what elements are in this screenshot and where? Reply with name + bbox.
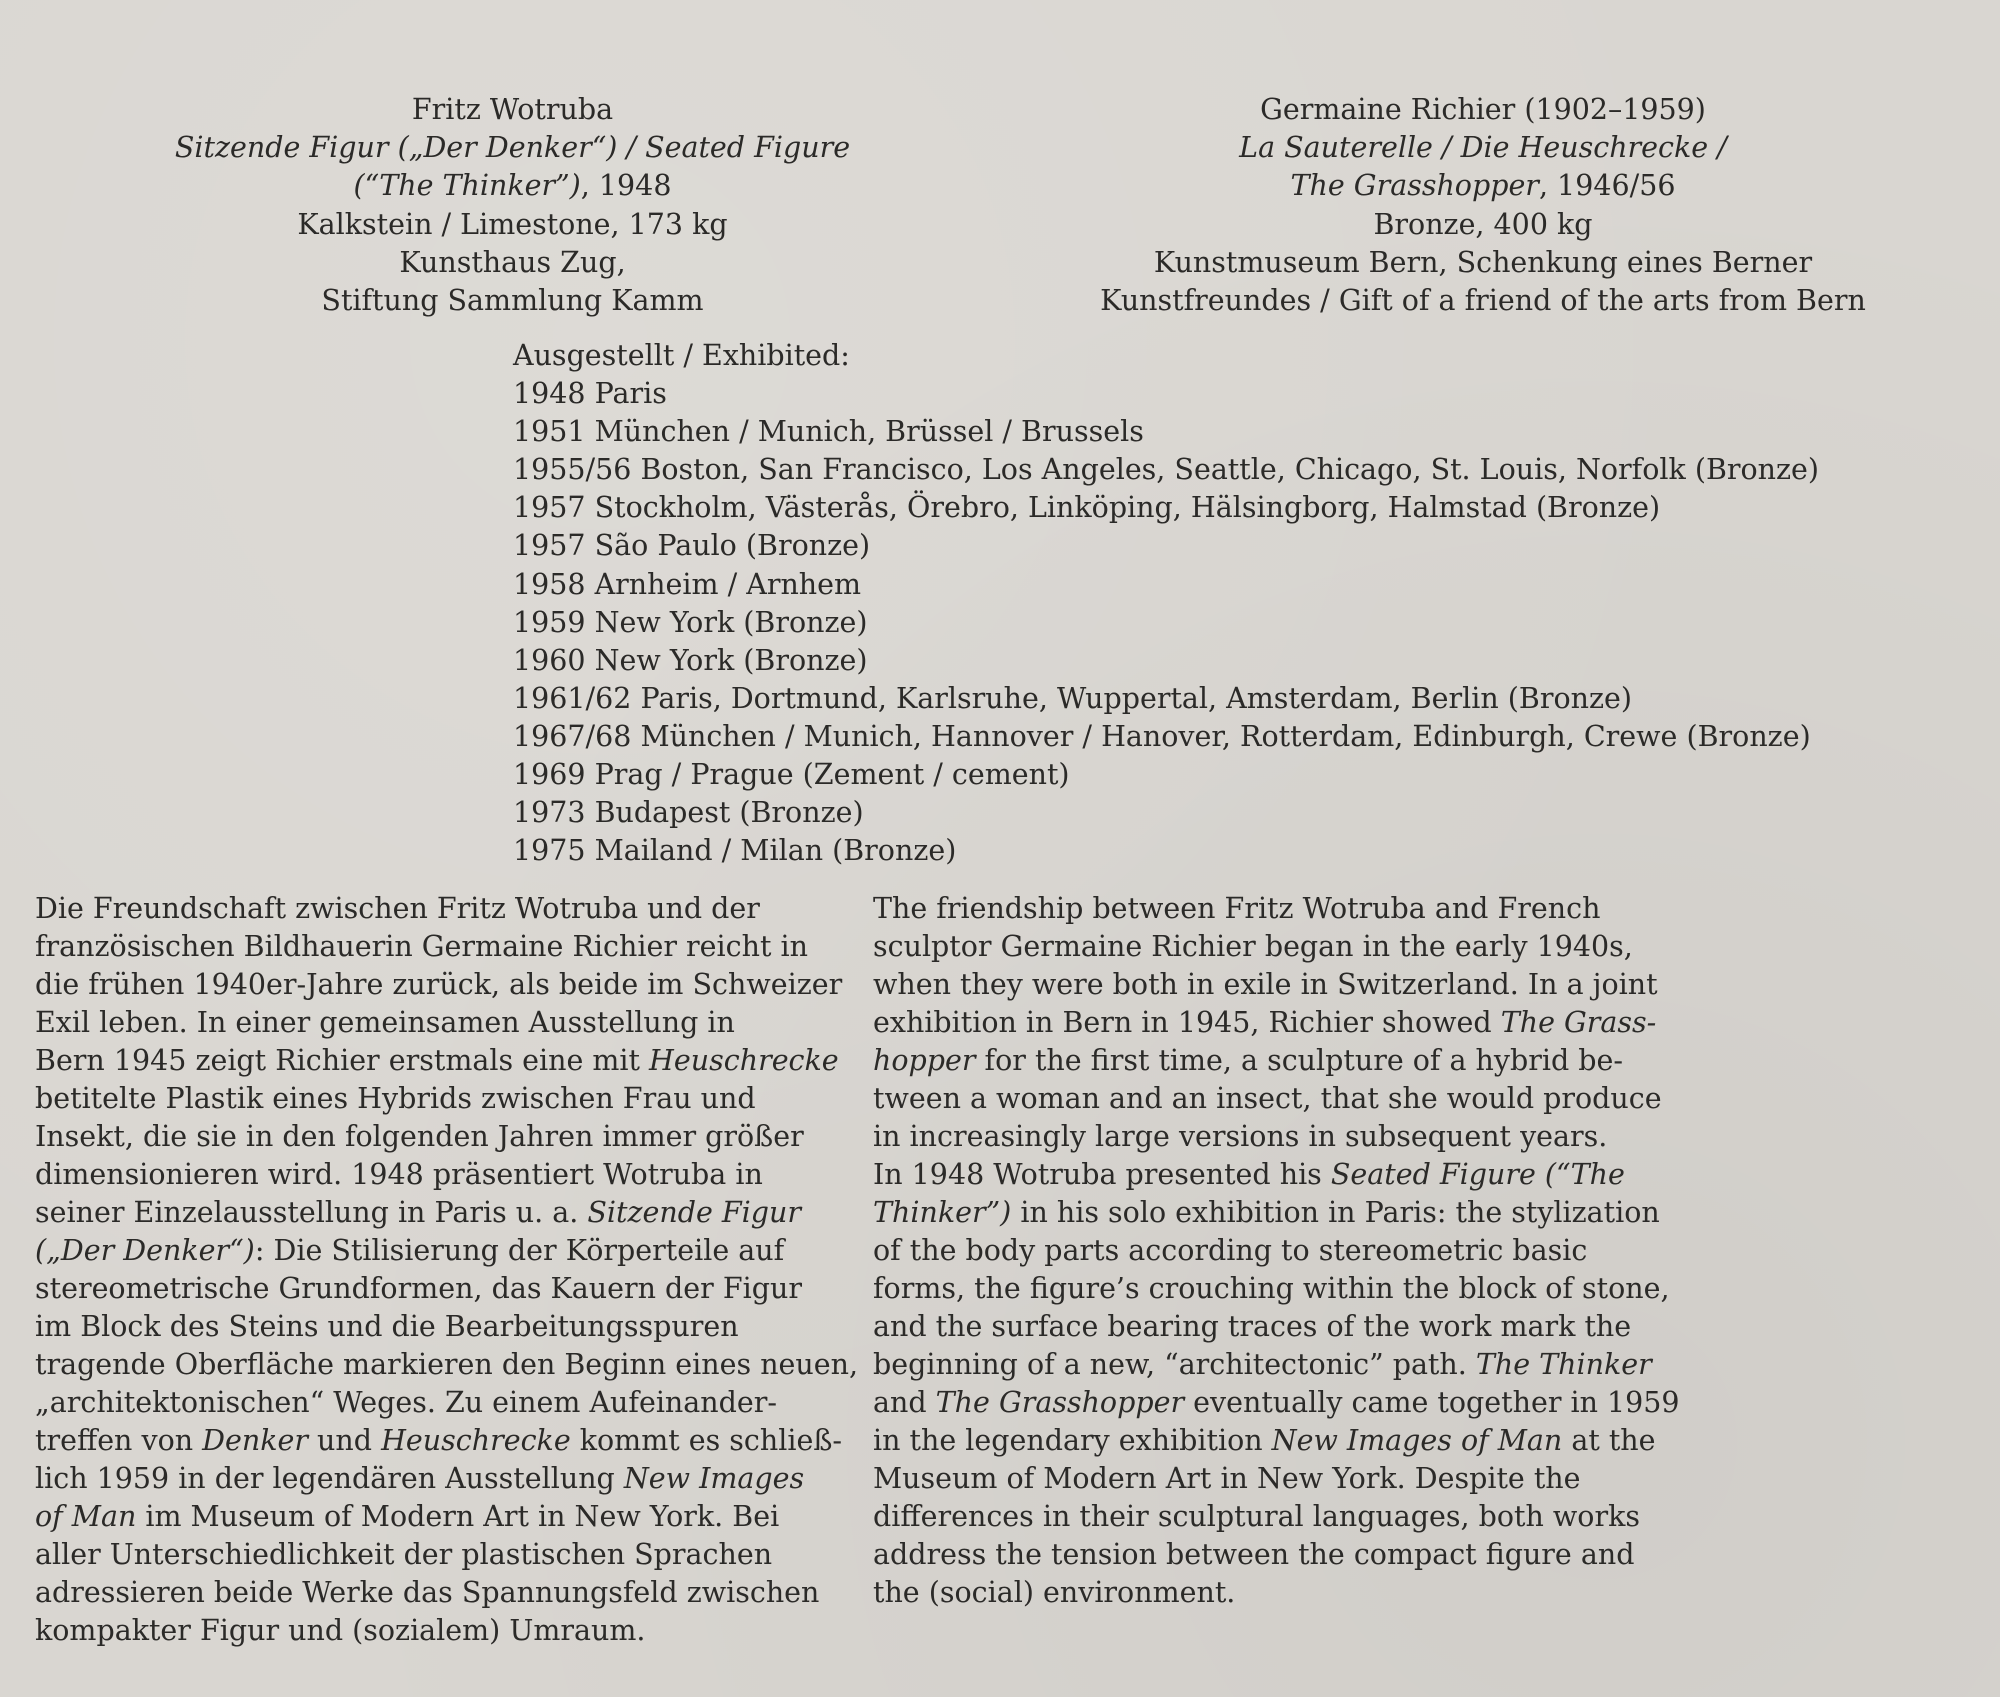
italic-run: hopper — [873, 1044, 976, 1077]
exhibition-list — [513, 337, 1819, 870]
text-run: when they were both in exile in Switzerland. In a joint — [873, 968, 1658, 1001]
caption-year: , 1948 — [580, 169, 672, 203]
text-run: and — [873, 1386, 936, 1419]
text-run: im Block des Steins und die Bearbeitungsspuren — [35, 1310, 739, 1343]
text-line — [873, 1422, 1693, 1460]
text-run: The friendship between Fritz Wotruba and French — [873, 892, 1601, 925]
italic-run: Thinker”) — [873, 1196, 1012, 1229]
text-run: in increasingly large versions in subsequent years. — [873, 1120, 1608, 1153]
text-run: of the body parts according to stereometric basic — [873, 1234, 1588, 1267]
text-run: In 1948 Wotruba presented his — [873, 1158, 1331, 1191]
text-run: tragende Oberfläche markieren den Beginn eines neuen, — [35, 1348, 859, 1381]
italic-run: New Images of Man — [1271, 1424, 1563, 1457]
exhibition-entry: 1973 Budapest (Bronze) — [513, 796, 864, 830]
text-line — [35, 1042, 855, 1080]
text-line — [873, 1270, 1693, 1308]
text-run: address the tension between the compact figure and — [873, 1538, 1635, 1571]
italic-run: The Thinker — [1475, 1348, 1652, 1381]
text-run: aller Unterschiedlichkeit der plastischen Sprachen — [35, 1538, 773, 1571]
exhibition-entry: 1969 Prag / Prague (Zement / cement) — [513, 758, 1070, 792]
text-run: beginning of a new, “architectonic” path. — [873, 1348, 1476, 1381]
text-line — [873, 1460, 1693, 1498]
text-line — [35, 1308, 855, 1346]
exhibition-entry: 1958 Arnheim / Arnhem — [513, 567, 862, 601]
text-run: kommt es schließ- — [570, 1424, 842, 1457]
text-line — [35, 1422, 855, 1460]
italic-run: of Man — [35, 1500, 137, 1533]
text-line — [35, 1612, 855, 1650]
text-run: in the legendary exhibition — [873, 1424, 1272, 1457]
text-line — [35, 1156, 855, 1194]
text-run: forms, the figure’s crouching within the block of stone, — [873, 1272, 1670, 1305]
text-run: die frühen 1940er-Jahre zurück, als beide im Schweizer — [35, 968, 843, 1001]
caption-collection: Kunstmuseum Bern, Schenkung eines Berner — [1153, 245, 1813, 279]
caption-artist: Fritz Wotruba — [411, 93, 614, 126]
text-line — [873, 1118, 1693, 1156]
text-line — [35, 1574, 855, 1612]
text-line — [35, 966, 855, 1004]
text-line — [35, 1080, 855, 1118]
text-line — [35, 1004, 855, 1042]
caption-title-italic: The Grasshopper — [1290, 169, 1539, 203]
exhibition-entry: 1955/56 Boston, San Francisco, Los Angeles, Seattle, Chicago, St. Louis, Norfolk (Bronze) — [513, 453, 1820, 487]
italic-run: Denker — [202, 1424, 308, 1457]
caption-title: Sitzende Figur („Der Denker“) / Seated Figure — [174, 131, 851, 165]
caption-title-italic: (“The Thinker”) — [353, 169, 581, 203]
exhibition-entry: 1957 São Paulo (Bronze) — [513, 529, 871, 563]
text-run: the (social) environment. — [873, 1576, 1236, 1609]
exhibition-entry: 1951 München / Munich, Brüssel / Brussels — [513, 415, 1144, 449]
caption-year: , 1946/56 — [1538, 169, 1676, 203]
exhibition-entry: 1957 Stockholm, Västerås, Örebro, Linköping, Hälsingborg, Halmstad (Bronze) — [513, 491, 1661, 525]
text-run: Bern 1945 zeigt Richier erstmals eine mit — [35, 1044, 650, 1077]
text-run: differences in their sculptural languages, both works — [873, 1500, 1640, 1533]
text-run: for the first time, a sculpture of a hybrid be- — [975, 1044, 1624, 1077]
body-text-english — [873, 890, 1693, 1612]
text-line — [873, 1498, 1693, 1536]
exhibition-entry: 1960 New York (Bronze) — [513, 643, 868, 677]
text-run: „architektonischen“ Weges. Zu einem Aufeinander- — [35, 1386, 778, 1419]
text-line — [873, 1574, 1693, 1612]
text-run: tween a woman and an insect, that she would produce — [873, 1082, 1662, 1115]
exhibition-entry: 1959 New York (Bronze) — [513, 605, 868, 639]
text-run: Die Freundschaft zwischen Fritz Wotruba und der — [35, 892, 760, 925]
text-run: seiner Einzelausstellung in Paris u. a. — [35, 1196, 588, 1229]
text-run: lich 1959 in der legendären Ausstellung — [35, 1462, 624, 1495]
text-run: Museum of Modern Art in New York. Despite the — [873, 1462, 1581, 1495]
text-run: im Museum of Modern Art in New York. Bei — [136, 1500, 780, 1533]
text-line — [35, 890, 855, 928]
text-run: exhibition in Bern in 1945, Richier showed — [873, 1006, 1501, 1039]
text-line — [35, 1498, 855, 1536]
text-line — [35, 1536, 855, 1574]
text-line — [873, 1080, 1693, 1118]
caption-artist: Germaine Richier (1902–1959) — [1260, 93, 1706, 126]
italic-run: Sitzende Figur — [587, 1196, 801, 1229]
text-run: eventually came together in 1959 — [1184, 1386, 1680, 1419]
text-line — [35, 1194, 855, 1232]
text-run: and the surface bearing traces of the work mark the — [873, 1310, 1632, 1343]
italic-run: Seated Figure (“The — [1330, 1158, 1625, 1191]
italic-run: Heuschrecke — [649, 1044, 839, 1077]
text-run: Exil leben. In einer gemeinsamen Ausstellung in — [35, 1006, 735, 1039]
text-run: stereometrische Grundformen, das Kauern der Figur — [35, 1272, 802, 1305]
text-line — [35, 1118, 855, 1156]
text-line — [35, 1270, 855, 1308]
text-run: sculptor Germaine Richier began in the early 1940s, — [873, 930, 1633, 963]
text-line — [873, 1536, 1693, 1574]
text-run: at the — [1562, 1424, 1656, 1457]
italic-run: Heuschrecke — [381, 1424, 571, 1457]
text-line — [35, 1232, 855, 1270]
italic-run: New Images — [623, 1462, 805, 1495]
caption-collection: Kunsthaus Zug, — [399, 245, 626, 279]
text-line — [873, 1232, 1693, 1270]
text-line — [873, 1384, 1693, 1422]
text-line — [873, 966, 1693, 1004]
caption-title: La Sauterelle / Die Heuschrecke / — [1239, 131, 1727, 165]
body-text-german — [35, 890, 859, 1650]
exhibition-heading: Ausgestellt / Exhibited: — [513, 339, 850, 372]
text-run: in his solo exhibition in Paris: the stylization — [1011, 1196, 1660, 1229]
exhibition-entry: 1975 Mailand / Milan (Bronze) — [513, 834, 957, 868]
text-line — [35, 928, 855, 966]
text-line — [873, 1308, 1693, 1346]
text-run: und — [308, 1424, 382, 1457]
caption-richier — [1058, 91, 1908, 320]
italic-run: The Grass- — [1500, 1006, 1657, 1039]
text-run: kompakter Figur und (sozialem) Umraum. — [35, 1614, 646, 1647]
caption-title-continued — [1058, 167, 1908, 205]
exhibition-entry: 1948 Paris — [513, 377, 667, 411]
italic-run: („Der Denker“) — [35, 1234, 255, 1267]
text-run: adressieren beide Werke das Spannungsfeld zwischen — [35, 1576, 820, 1609]
text-line — [35, 1346, 859, 1384]
text-line — [873, 1042, 1693, 1080]
text-line — [873, 1194, 1693, 1232]
text-run: betitelte Plastik eines Hybrids zwischen Frau und — [35, 1082, 756, 1115]
text-line — [873, 1004, 1693, 1042]
caption-material: Kalkstein / Limestone, 173 kg — [297, 207, 728, 241]
text-line — [873, 890, 1693, 928]
text-line — [35, 1460, 855, 1498]
caption-material: Bronze, 400 kg — [1373, 207, 1593, 241]
caption-collection-continued: Stiftung Sammlung Kamm — [321, 284, 704, 318]
text-line — [873, 928, 1693, 966]
caption-title-continued — [140, 167, 885, 205]
text-run: dimensionieren wird. 1948 präsentiert Wotruba in — [35, 1158, 763, 1191]
text-line — [35, 1384, 855, 1422]
caption-collection-continued: Kunstfreundes / Gift of a friend of the arts from Bern — [1100, 284, 1866, 318]
text-run: treffen von — [35, 1424, 203, 1457]
text-line — [873, 1346, 1693, 1384]
text-run: : Die Stilisierung der Körperteile auf — [254, 1234, 785, 1267]
caption-wotruba — [140, 91, 885, 320]
text-run: französischen Bildhauerin Germaine Richier reicht in — [35, 930, 808, 963]
text-run: Insekt, die sie in den folgenden Jahren immer größer — [35, 1120, 804, 1153]
text-line — [873, 1156, 1693, 1194]
italic-run: The Grasshopper — [935, 1386, 1185, 1419]
exhibition-entry: 1961/62 Paris, Dortmund, Karlsruhe, Wuppertal, Amsterdam, Berlin (Bronze) — [513, 681, 1632, 715]
exhibition-entry: 1967/68 München / Munich, Hannover / Hanover, Rotterdam, Edinburgh, Crewe (Bronze) — [513, 719, 1811, 753]
